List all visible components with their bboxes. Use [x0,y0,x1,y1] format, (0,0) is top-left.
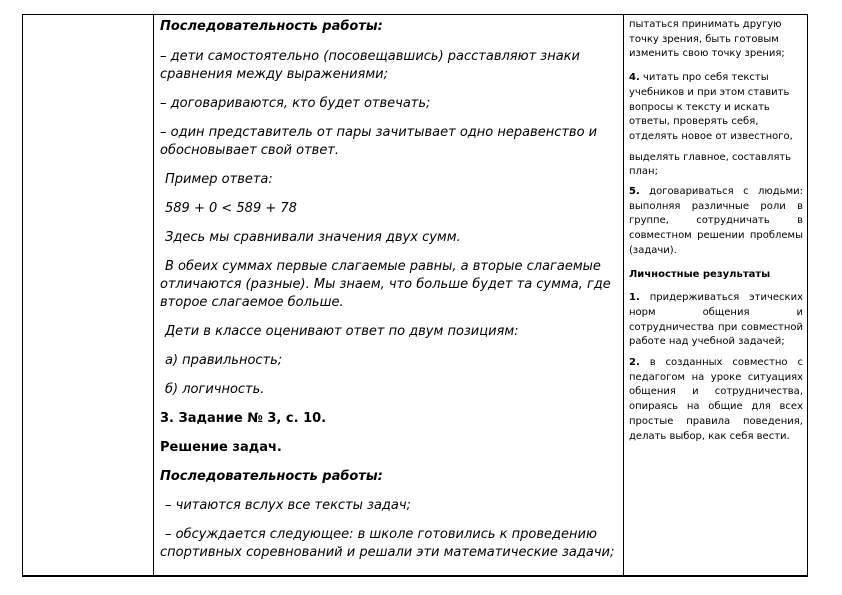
outcome-item-5 [629,185,803,259]
task-heading: 3. Задание № 3, с. 10. [160,411,327,426]
outcome-text: читать про себя тексты учебников и при этом ставить вопросы к тексту и искать ответы, проверять себя, отделять новое от известного, [629,72,793,142]
outcome-text: договариваться с людьми: выполняя различные роли в группе, сотрудничать в совместном решении проблемы (задачи). [629,186,803,256]
example-expression: 589 + 0 < 589 + 78 [165,201,297,216]
outcome-number: 1. [629,292,640,304]
outcome-number: 2. [629,357,640,369]
outcome-text: придерживаться этических норм общения и сотрудничества при совместной работе над учебной задачей; [629,292,803,348]
sequence-title: Последовательность работы: [160,19,383,34]
outcome-number: 4. [629,72,640,84]
assessment-criterion: а) правильность; [165,353,283,368]
outcome-continuation: пытаться принимать другую точку зрения, быть готовым изменить свою точку зрения; [629,19,785,60]
lesson-table [22,14,808,577]
assessment-intro: Дети в классе оценивают ответ по двум позициям: [165,324,519,339]
outcome-item-4-continued: выделять главное, составлять план; [629,151,792,178]
column-divider-left [153,15,154,575]
example-label: Пример ответа: [165,172,273,187]
assessment-criterion: б) логичность. [165,382,265,397]
task-subheading: Решение задач. [160,440,282,455]
outcome-item-4 [629,71,803,145]
step-item: – читаются вслух все тексты задач; [165,498,411,513]
outcome-number: 5. [629,186,640,198]
outcome-text: в созданных совместно с педагогом на уроке ситуациях общения и сотрудничества, опираясь на общие для всех простые правила поведения, делать выбор, как себя вести. [629,357,803,442]
personal-item-1 [629,291,803,350]
sequence-title: Последовательность работы: [160,469,383,484]
step-item: – дети самостоятельно (посовещавшись) расставляют знаки сравнения между выражениями; [160,49,580,82]
step-item: – договариваются, кто будет отвечать; [160,96,431,111]
step-item: – обсуждается следующее: в школе готовились к проведению спортивных соревнований и решали эти математические задачи; [160,527,615,560]
step-item: – один представитель от пары зачитывает одно неравенство и обосновывает свой ответ. [160,125,598,158]
personal-results-heading: Личностные результаты [629,268,771,280]
column-divider-right [623,15,624,575]
explanation-text: Здесь мы сравнивали значения двух сумм. [165,230,461,245]
personal-item-2 [629,356,803,444]
activity-column [160,18,622,562]
explanation-text: В обеих суммах первые слагаемые равны, а вторые слагаемые отличаются (разные). Мы знаем, что больше будет та сумма, где второе слагаемое больше. [160,259,611,310]
outcomes-column [629,18,803,444]
